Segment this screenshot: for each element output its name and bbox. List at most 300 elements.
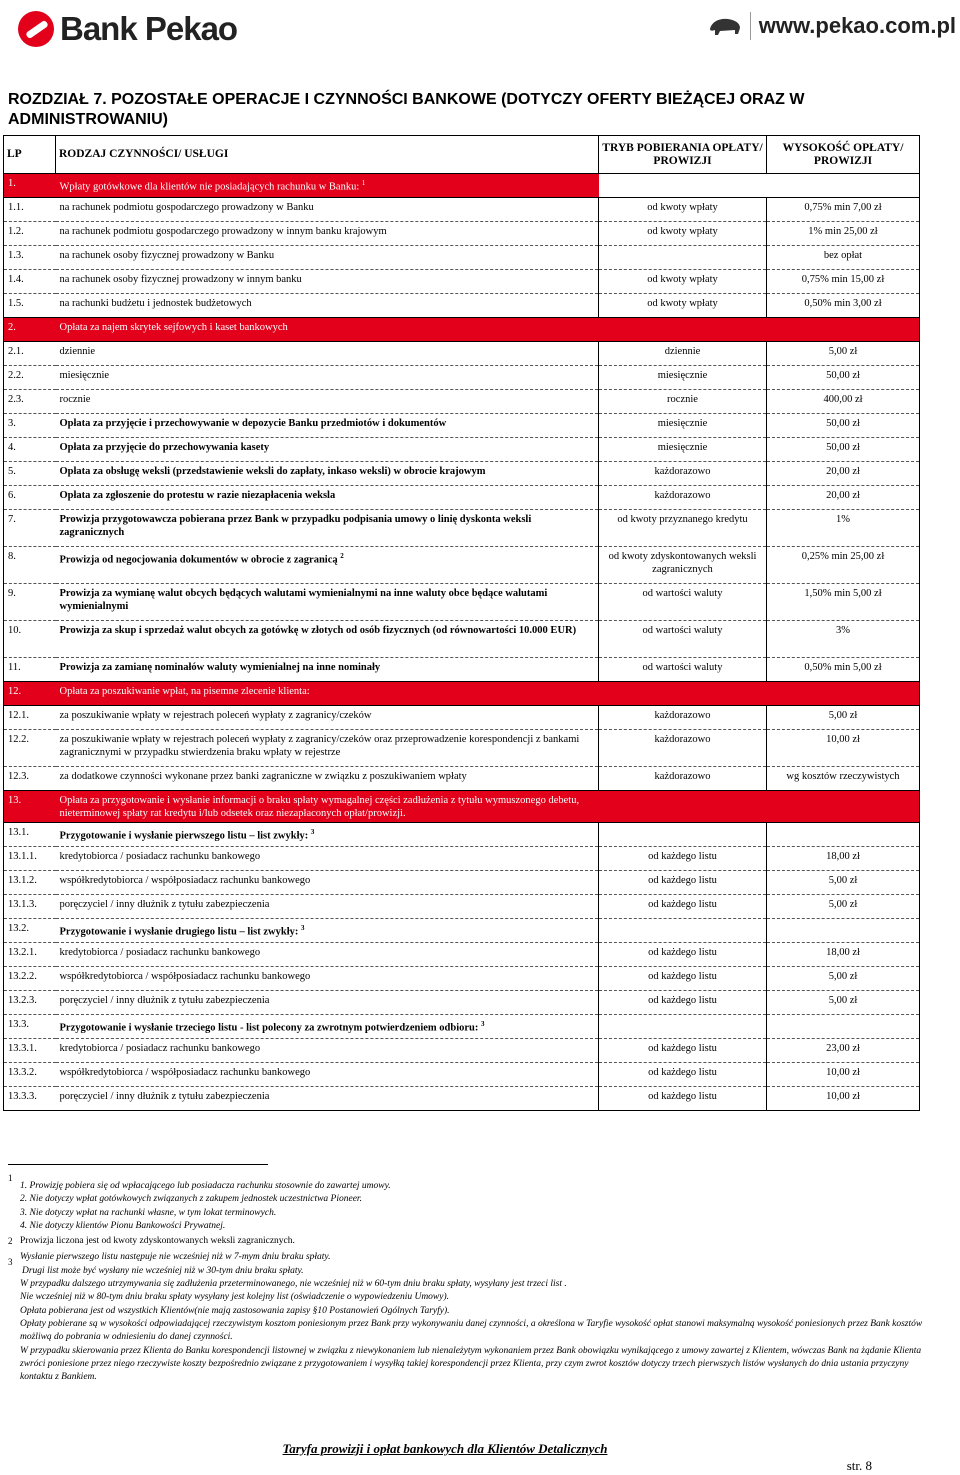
row-amount-text: 400,00 zł — [823, 394, 863, 405]
row-amount — [767, 706, 920, 730]
row-collection-mode-text: od każdego listu — [648, 1043, 717, 1054]
row-amount — [767, 414, 920, 438]
row-collection-mode-text: od każdego listu — [648, 971, 717, 982]
table-row — [4, 943, 920, 967]
row-number-text: 10. — [8, 625, 22, 636]
row-number-text: 13.1.3. — [8, 899, 37, 910]
row-amount — [767, 1063, 920, 1087]
row-service-text: Przygotowanie i wysłanie pierwszego listu – list zwykły: — [59, 830, 309, 842]
table-row — [4, 706, 920, 730]
row-collection-mode-text: od kwoty wpłaty — [647, 202, 718, 213]
row-service-text: Opłata za poszukiwanie wpłat, na pisemne zlecenie klienta: — [59, 686, 310, 697]
row-service-text: za dodatkowe czynności wykonane przez banki zagraniczne w związku z poszukiwaniem wpłaty — [59, 771, 467, 782]
row-amount-text: 0,50% min 5,00 zł — [804, 662, 882, 673]
row-collection-mode-text: od kwoty zdyskontowanych weksli zagranicznych — [608, 551, 757, 575]
row-number — [4, 1063, 56, 1087]
table-row — [4, 584, 920, 621]
row-service-text: Prowizja za zamianę nominałów waluty wymienialnej na inne nominały — [59, 662, 381, 673]
row-amount — [767, 730, 920, 767]
row-service — [56, 318, 599, 342]
row-number-text: 1.3. — [8, 250, 24, 261]
row-service-text: Prowizja za wymianę walut obcych będących walutami wymienialnymi na inne waluty obce będące walutami wymienialnymi — [59, 588, 548, 612]
row-number-text: 13.2.1. — [8, 947, 37, 958]
row-service — [56, 294, 599, 318]
row-amount — [767, 222, 920, 246]
row-collection-mode — [599, 967, 767, 991]
row-service-text: Prowizja od negocjowania dokumentów w obrocie z zagranicą — [59, 554, 338, 566]
row-collection-mode-text: od każdego listu — [648, 947, 717, 958]
row-amount — [767, 390, 920, 414]
row-number — [4, 1015, 56, 1039]
table-row — [4, 730, 920, 767]
row-number-text: 9. — [8, 588, 16, 599]
row-number-text: 2.2. — [8, 370, 24, 381]
footnote-text: 3. Nie dotyczy wpłat na rachunki własne, w tym lokat terminowych. — [20, 1207, 277, 1218]
table-row — [4, 823, 920, 847]
row-number-text: 13. — [8, 795, 22, 806]
row-collection-mode-text: każdorazowo — [654, 490, 711, 501]
fee-table — [3, 135, 920, 1111]
row-amount — [767, 895, 920, 919]
row-amount — [767, 658, 920, 682]
row-amount-text: 1% min 25,00 zł — [808, 226, 878, 237]
row-number — [4, 706, 56, 730]
row-service-text: na rachunek osoby fizycznej prowadzony w Banku — [59, 250, 275, 261]
row-number-text: 13.3. — [8, 1019, 29, 1030]
footnote-ref: 3 — [301, 924, 305, 932]
row-number — [4, 390, 56, 414]
table-row — [4, 198, 920, 222]
row-amount-text: 20,00 zł — [826, 490, 860, 501]
row-amount-text: 50,00 zł — [826, 418, 860, 429]
row-service-text: Wpłaty gotówkowe dla klientów nie posiadających rachunku w Banku: — [59, 181, 360, 193]
row-amount — [767, 1039, 920, 1063]
row-collection-mode-text: od każdego listu — [648, 851, 717, 862]
row-collection-mode — [599, 246, 767, 270]
row-collection-mode — [599, 342, 767, 366]
row-number — [4, 1087, 56, 1111]
row-number — [4, 222, 56, 246]
row-number — [4, 823, 56, 847]
row-number — [4, 767, 56, 791]
row-amount-text: 1,50% min 5,00 zł — [804, 588, 882, 599]
row-collection-mode-text: każdorazowo — [654, 466, 711, 477]
row-service — [56, 847, 599, 871]
table-row — [4, 510, 920, 547]
row-number — [4, 730, 56, 767]
row-service — [56, 823, 599, 847]
row-collection-mode — [599, 547, 767, 584]
row-collection-mode-text: od każdego listu — [648, 995, 717, 1006]
footnote-text: Nie wcześniej niż w 80-tym dniu braku spłaty wysyłany jest kolejny list (oświadczenie o wypowiedzeniu Umowy). — [20, 1292, 450, 1303]
row-number-text: 11. — [8, 662, 21, 673]
footnote-number: 2 — [8, 1236, 13, 1246]
row-amount-text: 10,00 zł — [826, 734, 860, 745]
row-number — [4, 246, 56, 270]
row-service — [56, 682, 599, 706]
footnote-ref: 1 — [361, 179, 366, 187]
row-service — [56, 198, 599, 222]
row-number — [4, 1039, 56, 1063]
table-row — [4, 438, 920, 462]
row-collection-mode — [599, 294, 767, 318]
row-number-text: 12.2. — [8, 734, 29, 745]
row-collection-mode-text: miesięcznie — [657, 442, 708, 453]
row-number — [4, 919, 56, 943]
row-collection-mode — [599, 270, 767, 294]
website-header — [708, 12, 956, 40]
row-amount-text: 18,00 zł — [826, 947, 860, 958]
row-service — [56, 871, 599, 895]
row-collection-mode — [599, 510, 767, 547]
row-amount — [767, 967, 920, 991]
row-amount — [767, 584, 920, 621]
row-collection-mode-text: od wartości waluty — [642, 625, 723, 636]
table-row — [4, 621, 920, 658]
row-service-text: na rachunek osoby fizycznej prowadzony w innym banku — [59, 274, 302, 285]
footnote-number: 1 — [8, 1173, 13, 1183]
row-amount — [767, 823, 920, 847]
row-amount — [767, 682, 920, 706]
header-amount: WYSOKOŚĆ OPŁATY/ PROWIZJI — [767, 136, 920, 174]
row-service-text: Opłata za przyjęcie do przechowywania kasety — [59, 442, 270, 453]
row-service-text: Prowizja przygotowawcza pobierana przez Bank w przypadku podpisania umowy o linię dyskonta weksli zagranicznych — [59, 514, 532, 538]
row-amount-text: 0,75% min 15,00 zł — [801, 274, 885, 285]
row-service-text: na rachunki budżetu i jednostek budżetowych — [59, 298, 252, 309]
row-service — [56, 706, 599, 730]
footnote-text: 4. Nie dotyczy klientów Pionu Bankowości Prywatnej. — [20, 1220, 226, 1231]
row-amount — [767, 943, 920, 967]
row-number-text: 12.3. — [8, 771, 29, 782]
table-row — [4, 462, 920, 486]
row-number — [4, 366, 56, 390]
row-service — [56, 584, 599, 621]
table-row — [4, 318, 920, 342]
row-service-text: poręczyciel / inny dłużnik z tytułu zabezpieczenia — [59, 1091, 270, 1102]
row-collection-mode — [599, 414, 767, 438]
row-collection-mode — [599, 871, 767, 895]
row-amount — [767, 871, 920, 895]
page-number: str. 8 — [846, 1458, 872, 1473]
row-collection-mode-text: od wartości waluty — [642, 662, 723, 673]
footnote-text: Drugi list może być wysłany nie wcześniej niż w 30-tym dniu braku spłaty. — [22, 1265, 304, 1276]
row-collection-mode — [599, 919, 767, 943]
row-collection-mode-text: od kwoty wpłaty — [647, 226, 718, 237]
row-service — [56, 621, 599, 658]
row-amount — [767, 791, 920, 823]
table-row — [4, 366, 920, 390]
table-row — [4, 767, 920, 791]
table-row — [4, 967, 920, 991]
footnote-ref: 3 — [481, 1020, 485, 1028]
row-collection-mode — [599, 706, 767, 730]
row-number-text: 2.3. — [8, 394, 24, 405]
row-collection-mode — [599, 767, 767, 791]
row-service — [56, 767, 599, 791]
row-service-text: za poszukiwanie wpłaty w rejestrach poleceń wypłaty z zagranicy/czeków — [59, 710, 372, 721]
row-amount-text: 5,00 zł — [828, 346, 858, 357]
row-number-text: 2.1. — [8, 346, 24, 357]
row-service — [56, 547, 599, 584]
row-amount-text: 5,00 zł — [828, 995, 858, 1006]
row-collection-mode — [599, 1063, 767, 1087]
table-header-row — [4, 136, 920, 174]
row-service — [56, 438, 599, 462]
row-amount — [767, 1015, 920, 1039]
row-service — [56, 390, 599, 414]
header-lp: LP — [4, 136, 56, 174]
row-number-text: 13.2. — [8, 923, 29, 934]
row-number-text: 13.1. — [8, 827, 29, 838]
row-number-text: 13.3.3. — [8, 1091, 37, 1102]
row-number — [4, 510, 56, 547]
row-service-text: Przygotowanie i wysłanie drugiego listu – list zwykły: — [59, 926, 299, 938]
brand-name: Bank Pekao — [60, 10, 238, 47]
header-divider — [750, 12, 751, 40]
row-collection-mode — [599, 366, 767, 390]
row-number — [4, 871, 56, 895]
row-amount-text: 50,00 zł — [826, 370, 860, 381]
row-amount — [767, 486, 920, 510]
row-number — [4, 967, 56, 991]
row-number-text: 13.1.1. — [8, 851, 37, 862]
row-service — [56, 246, 599, 270]
row-number — [4, 621, 56, 658]
row-number-text: 12.1. — [8, 710, 29, 721]
row-number-text: 1. — [8, 178, 16, 189]
row-collection-mode — [599, 390, 767, 414]
row-number-text: 1.1. — [8, 202, 24, 213]
table-row — [4, 1063, 920, 1087]
row-collection-mode-text: od każdego listu — [648, 1067, 717, 1078]
row-collection-mode — [599, 198, 767, 222]
row-number — [4, 991, 56, 1015]
footnote-text: 2. Nie dotyczy wpłat gotówkowych związanych z zakupem jednostek uczestnictwa Pioneer. — [20, 1194, 362, 1205]
row-number-text: 13.1.2. — [8, 875, 37, 886]
row-amount-text: bez opłat — [823, 250, 863, 261]
bison-icon — [708, 15, 742, 37]
row-number — [4, 682, 56, 706]
row-amount-text: 5,00 zł — [828, 899, 858, 910]
header-service: RODZAJ CZYNNOŚCI/ USŁUGI — [56, 136, 599, 174]
table-row — [4, 791, 920, 823]
row-collection-mode — [599, 318, 767, 342]
footnote-text: Opłaty pobierane są w wysokości odpowiadającej rzeczywistym kosztom poniesionym przez Bank przy wykonywaniu danej czynności, a określona w Taryfie wysokość opłat stanowi maksymalną wysokość poniesionych przez Bank kosztów możliwą do pobrania w odniesieniu do danej czynności. — [20, 1318, 923, 1343]
row-collection-mode-text: rocznie — [667, 394, 698, 405]
table-row — [4, 895, 920, 919]
row-collection-mode — [599, 584, 767, 621]
row-collection-mode-text: każdorazowo — [654, 771, 711, 782]
row-amount-text: 5,00 zł — [828, 875, 858, 886]
row-collection-mode — [599, 462, 767, 486]
footnote-ref: 3 — [310, 828, 315, 836]
row-service-text: na rachunek podmiotu gospodarczego prowadzony w Banku — [59, 202, 314, 213]
row-collection-mode — [599, 174, 767, 198]
row-collection-mode — [599, 1039, 767, 1063]
row-number — [4, 438, 56, 462]
row-amount — [767, 246, 920, 270]
row-service-text: Opłata za najem skrytek sejfowych i kaset bankowych — [59, 322, 288, 333]
table-row — [4, 174, 920, 198]
row-collection-mode — [599, 621, 767, 658]
row-number — [4, 584, 56, 621]
row-service-text: Opłata za obsługę weksli (przedstawienie weksli do zapłaty, inkaso weksli) w obrocie krajowym — [59, 466, 486, 477]
footnote-text: Prowizja liczona jest od kwoty zdyskontowanych weksli zagranicznych. — [20, 1236, 295, 1247]
row-service — [56, 486, 599, 510]
row-service — [56, 967, 599, 991]
row-collection-mode — [599, 895, 767, 919]
row-number-text: 12. — [8, 686, 22, 697]
row-service-text: poręczyciel / inny dłużnik z tytułu zabezpieczenia — [59, 995, 270, 1006]
row-service-text: współkredytobiorca / współposiadacz rachunku bankowego — [59, 971, 311, 982]
row-number — [4, 174, 56, 198]
row-amount — [767, 510, 920, 547]
row-collection-mode-text: miesięcznie — [657, 418, 708, 429]
row-collection-mode-text: od każdego listu — [648, 899, 717, 910]
row-amount-text: 0,75% min 7,00 zł — [804, 202, 882, 213]
row-number — [4, 198, 56, 222]
row-collection-mode — [599, 823, 767, 847]
row-service-text: poręczyciel / inny dłużnik z tytułu zabezpieczenia — [59, 899, 270, 910]
footnote-text: W przypadku skierowania przez Klienta do Banku korespondencji listownej w związku z niewykonaniem lub nienależytym wykonaniem przez Bank obowiązku wynikającego z umowy zawartej z Klientem, wówczas Bank na żądanie Klienta zwróci poniesione przez niego rzeczywiste koszty bezpośrednio związane z przygotowaniem i wysyłką takiej korespondencji przez Klienta, przy czym zwrot kosztów dotyczy trzech pierwszych listów wysłanych do dnia ustania przyczyny kontaktu z Bankiem. — [20, 1345, 922, 1383]
row-amount — [767, 198, 920, 222]
row-amount — [767, 767, 920, 791]
row-amount-text: 5,00 zł — [828, 971, 858, 982]
row-service — [56, 919, 599, 943]
row-collection-mode — [599, 222, 767, 246]
row-collection-mode — [599, 486, 767, 510]
header-collection-mode: TRYB POBIERANIA OPŁATY/ PROWIZJI — [599, 136, 767, 174]
row-number-text: 3. — [8, 418, 16, 429]
row-number-text: 1.5. — [8, 298, 24, 309]
row-amount-text: 10,00 zł — [826, 1067, 860, 1078]
row-service-text: kredytobiorca / posiadacz rachunku bankowego — [59, 851, 261, 862]
row-service-text: miesięcznie — [59, 370, 110, 381]
row-collection-mode-text: dziennie — [664, 346, 701, 357]
row-amount — [767, 342, 920, 366]
row-collection-mode-text: każdorazowo — [654, 734, 711, 745]
row-number — [4, 318, 56, 342]
row-service-text: kredytobiorca / posiadacz rachunku bankowego — [59, 947, 261, 958]
document-footer-title: Taryfa prowizji i opłat bankowych dla Klientów Detalicznych — [282, 1441, 608, 1456]
row-collection-mode-text: od każdego listu — [648, 875, 717, 886]
row-collection-mode — [599, 438, 767, 462]
row-service — [56, 174, 599, 198]
row-collection-mode-text: od każdego listu — [648, 1091, 717, 1102]
row-number-text: 5. — [8, 466, 16, 477]
row-service — [56, 414, 599, 438]
row-service — [56, 462, 599, 486]
row-collection-mode — [599, 943, 767, 967]
row-service-text: na rachunek podmiotu gospodarczego prowadzony w innym banku krajowym — [59, 226, 387, 237]
row-service — [56, 1063, 599, 1087]
table-row — [4, 270, 920, 294]
row-number — [4, 943, 56, 967]
row-number — [4, 294, 56, 318]
row-service-text: za poszukiwanie wpłaty w rejestrach poleceń wypłaty z zagranicy/czeków oraz przeprowadzenie korespondencji z bankami zagranicznymi w przypadku stwierdzenia braku wpłaty w rejestrze — [59, 734, 580, 758]
row-amount — [767, 438, 920, 462]
row-amount — [767, 366, 920, 390]
row-amount — [767, 621, 920, 658]
row-service — [56, 1015, 599, 1039]
row-service — [56, 222, 599, 246]
row-amount — [767, 318, 920, 342]
row-number — [4, 462, 56, 486]
row-service — [56, 1087, 599, 1111]
row-number — [4, 847, 56, 871]
row-number-text: 7. — [8, 514, 16, 525]
row-amount — [767, 270, 920, 294]
row-number — [4, 547, 56, 584]
row-service-text: kredytobiorca / posiadacz rachunku bankowego — [59, 1043, 261, 1054]
row-number-text: 8. — [8, 551, 16, 562]
row-collection-mode — [599, 991, 767, 1015]
footnotes — [8, 1172, 938, 1384]
table-row — [4, 246, 920, 270]
row-service-text: Opłata za przyjęcie i przechowywanie w depozycie Banku przedmiotów i dokumentów — [59, 418, 447, 429]
row-service-text: Prowizja za skup i sprzedaż walut obcych za gotówkę w złotych od osób fizycznych (od równowartości 10.000 EUR) — [59, 625, 577, 636]
row-collection-mode-text: od kwoty przyznanego kredytu — [617, 514, 748, 525]
row-amount — [767, 294, 920, 318]
row-number-text: 13.2.3. — [8, 995, 37, 1006]
row-number — [4, 791, 56, 823]
row-amount — [767, 462, 920, 486]
row-service-text: Przygotowanie i wysłanie trzeciego listu - list polecony za zwrotnym potwierdzeniem odbioru: — [59, 1022, 479, 1034]
row-service — [56, 342, 599, 366]
row-service-text: Opłata za przygotowanie i wysłanie informacji o braku spłaty wymagalnej części zadłużenia z tytułu wymuszonego debetu, nieterminowej spłaty rat kredytu i/lub odsetek oraz niezapłaconych opłat/prowizji. — [59, 795, 580, 819]
footnote-ref: 2 — [340, 552, 344, 560]
row-number — [4, 895, 56, 919]
website-url[interactable]: www.pekao.com.pl — [758, 13, 956, 38]
row-amount — [767, 991, 920, 1015]
row-amount-text: 10,00 zł — [826, 1091, 860, 1102]
footnote-text: Wysłanie pierwszego listu następuje nie wcześniej niż w 7-mym dniu braku spłaty. — [20, 1252, 331, 1263]
table-row — [4, 1087, 920, 1111]
footnote-rule — [8, 1164, 268, 1165]
row-number — [4, 342, 56, 366]
row-collection-mode-text: miesięcznie — [657, 370, 708, 381]
row-collection-mode — [599, 791, 767, 823]
row-collection-mode — [599, 847, 767, 871]
row-service — [56, 943, 599, 967]
table-row — [4, 847, 920, 871]
footnote-text: 1. Prowizję pobiera się od wpłacającego lub posiadacza rachunku stosownie do zawartej umowy. — [20, 1181, 391, 1191]
table-row — [4, 486, 920, 510]
row-service — [56, 658, 599, 682]
row-number-text: 2. — [8, 322, 16, 333]
row-amount-text: 18,00 zł — [826, 851, 860, 862]
row-number-text: 1.4. — [8, 274, 24, 285]
footnote-text: W przypadku dalszego utrzymywania się zadłużenia przeterminowanego, nie wcześniej niż w 60-tym dniu braku spłaty, wysyłany jest trzeci list . — [20, 1279, 567, 1290]
row-service — [56, 1039, 599, 1063]
table-row — [4, 1039, 920, 1063]
row-amount — [767, 174, 920, 198]
row-amount — [767, 919, 920, 943]
row-service — [56, 730, 599, 767]
row-service — [56, 510, 599, 547]
row-service — [56, 366, 599, 390]
row-amount-text: 1% — [836, 514, 850, 525]
bank-logo — [18, 10, 237, 48]
footnote-number: 3 — [8, 1257, 13, 1267]
row-collection-mode — [599, 1087, 767, 1111]
row-service — [56, 270, 599, 294]
table-row — [4, 991, 920, 1015]
row-amount — [767, 547, 920, 584]
row-amount-text: 20,00 zł — [826, 466, 860, 477]
pekao-logo-icon — [18, 11, 54, 47]
row-number — [4, 486, 56, 510]
